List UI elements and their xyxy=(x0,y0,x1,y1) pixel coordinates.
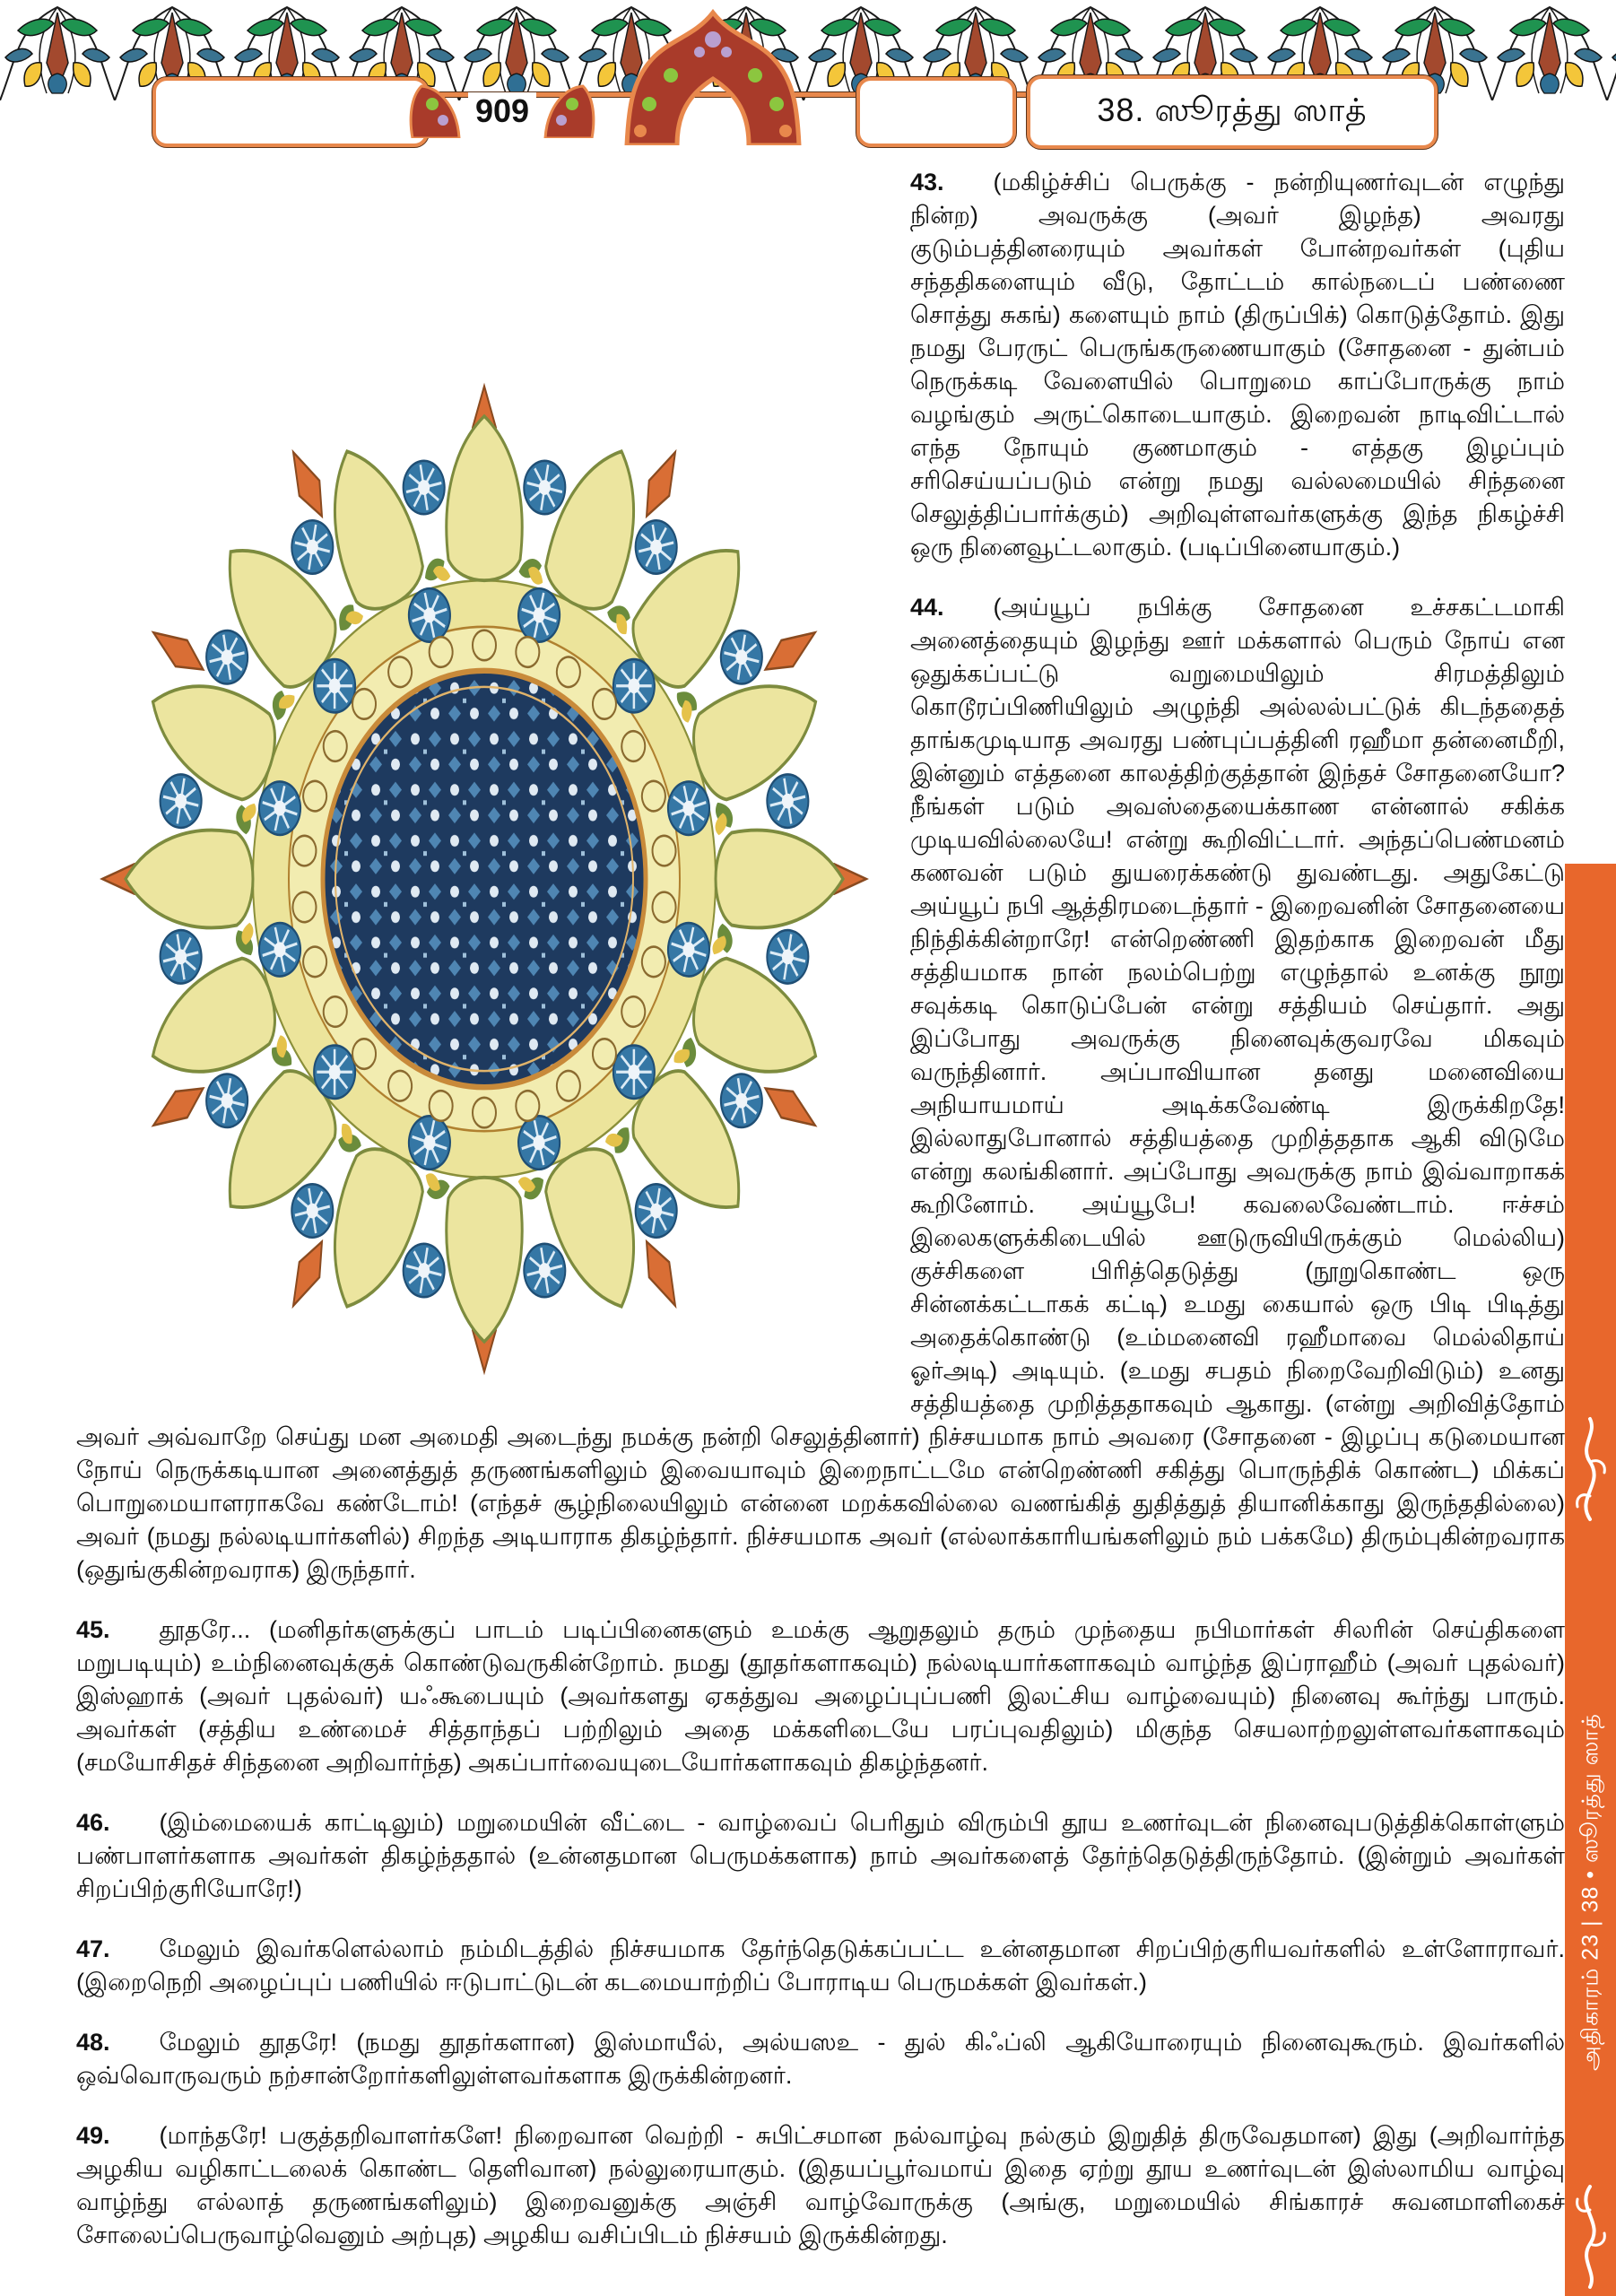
verse-text: தூதரே... (மனிதர்களுக்குப் பாடம் படிப்பினைகளும் உமக்கு ஆறுதலும் தரும் முந்தைய நபிமார்கள் சிலரின் செய்திகளை மறுபடியும்) உம்நினைவுக்குக் கொண்டுவருகின்றோம். நமது (தூதர்களாகவும்) நல்லடியார்களாகவும் வாழ்ந்த இப்ராஹீம் (அவர் புதல்வர்) இஸ்ஹாக் (அவர் புதல்வர்) யஃகூபையும் (அவர்களது ஏகத்துவ அழைப்புப்பணி இலட்சிய வாழ்வையும்) நினைவு கூர்ந்து பாரும். அவர்கள் (சத்திய உண்மைச் சித்தாந்தப் பற்றிலும் அதை மக்களிடையே பரப்புவதிலும்) மிகுந்த செயலாற்றலுள்ளவர்களாகவும் (சமயோசிதச் சிந்தனை அறிவார்ந்த) அகப்பார்வையுடையோர்களாகவும் திகழ்ந்தனர். xyxy=(76,1616,1565,1776)
verse-number: 48. xyxy=(76,2029,110,2056)
chapter-title-cartouche xyxy=(1027,75,1438,149)
page-number-cartouche xyxy=(386,83,619,140)
header-arch-ornament xyxy=(585,9,841,145)
chapter-sidebar-band xyxy=(1565,864,1616,2296)
sidebar-chapter-label: அதிகாரம் 23 | 38 • ஸூரத்து ஸாத் xyxy=(1577,1713,1603,2072)
verse-number: 46. xyxy=(76,1809,110,1836)
verse-number: 45. xyxy=(76,1616,110,1643)
verse-text: (மகிழ்ச்சிப் பெருக்கு - நன்றியுணர்வுடன் எழுந்து நின்ற) அவருக்கு (அவர் இழந்த) அவரது குடும்பத்தினரையும் அவர்கள் போன்றவர்கள் (புதிய சந்ததிகளையும் வீடு, தோட்டம் கால்நடைப் பண்ணை சொத்து சுகங்) களையும் நாம் (திருப்பிக்) கொடுத்தோம். இது நமது பேரருட் பெருங்கருணையாகும் (சோதனை - துன்பம் நெருக்கடி வேளையில் பொறுமை காப்போருக்கு நாம் வழங்கும் அருட்கொடையாகும். இறைவன் நாடிவிட்டால் எந்த நோயும் குணமாகும் - எத்தகு இழப்பும் சரிசெய்யப்படும் என்று நமது வல்லமையில் சிந்தனை செலுத்திப்பார்க்கும்) அறிவுள்ளவர்களுக்கு இந்த நிகழ்ச்சி ஒரு நினைவூட்டலாகும். (படிப்பினையாகும்.) xyxy=(910,169,1565,561)
content-area xyxy=(76,166,1565,2252)
verse-text: மேலும் இவர்களெல்லாம் நம்மிடத்தில் நிச்சயமாக தேர்ந்தெடுக்கப்பட்ட உன்னதமான சிறப்பிற்குரியவர்களில் உள்ளோராவர். (இறைநெறி அழைப்புப் பணியில் ஈடுபாட்டுடன் கடமையாற்றிப் போராடிய பெருமக்கள் இவர்கள்.) xyxy=(76,1935,1565,1996)
verse-paragraph-45 xyxy=(76,1613,1565,1779)
sidebar-flourish-icon xyxy=(1570,1415,1611,1523)
geometric-medallion xyxy=(99,381,870,1377)
verse-paragraph-49 xyxy=(76,2119,1565,2252)
verse-text: (மாந்தரே! பகுத்தறிவாளர்களே! நிறைவான வெற்றி - சுபிட்சமான நல்வாழ்வு நல்கும் இறுதித் திருவேதமான) இது (அறிவார்ந்த அழகிய வழிகாட்டலைக் கொண்ட தெளிவான) நல்லுரையாகும். (இதயப்பூர்வமாய் இதை ஏற்று தூய உணர்வுடன் இஸ்லாமிய வாழ்வு வாழ்ந்து எல்லாத் தருணங்களிலும்) இறைவனுக்கு அஞ்சி வாழ்வோருக்கு (அங்கு, மறுமையில் சிங்காரச் சுவனமாளிகைச் சோலைப்பெருவாழ்வெனும் அற்புத) அழகிய வசிப்பிடம் நிச்சயம் இருக்கின்றது. xyxy=(76,2122,1565,2248)
verse-number: 44. xyxy=(910,594,944,621)
verse-paragraph-47 xyxy=(76,1933,1565,1999)
header-cartouche-mid xyxy=(856,77,1016,147)
verse-number: 47. xyxy=(76,1935,110,1962)
verse-text: (அய்யூப் நபிக்கு சோதனை உச்சகட்டமாகி அனைத்தையும் இழந்து ஊர் மக்களால் பெரும் நோய் என ஒதுக்கப்பட்டு வறுமையிலும் சிரமத்திலும் கொடூரப்பிணியிலும் அழுந்தி அல்லல்பட்டுக் கிடந்ததைத் தாங்கமுடியாத அவரது பண்புப்பத்தினி ரஹீமா தன்னைமீறி, இன்னும் எத்தனை காலத்திற்குத்தான் இந்தச் சோதனையோ? நீங்கள் படும் அவஸ்தையைக்காண என்னால் சகிக்க முடியவில்லையே! என்று கூறிவிட்டார். அந்தப்பெண்மனம் கணவன் படும் துயரைக்கண்டு துவண்டது. அதுகேட்டு அய்யூப் நபி ஆத்திரமடைந்தார் - இறைவனின் சோதனையை நிந்திக்கின்றாரே! என்றெண்ணி இதற்காக இறைவன் மீது சத்தியமாக நான் நலம்பெற்று எழுந்தால் உனக்கு நூறு சவுக்கடி கொடுப்பேன் என்று சத்தியம் செய்தார். அது இப்போது அவருக்கு நினைவுக்குவரவே மிகவும் வருந்தினார். அப்பாவியான தனது மனைவியை அநியாயமாய் அடிக்கவேண்டி இருக்கிறதே! இல்லாதுபோனால் சத்தியத்தை முறித்ததாக ஆகி விடுமே என்று கலங்கினார். அப்போது அவருக்கு நாம் இவ்வாறாகக் கூறினோம். அய்யூபே! கவலைவேண்டாம். ஈச்சம் இலைகளுக்கிடையில் ஊடுருவியிருக்கும் மெல்லிய) குச்சிகளை பிரித்தெடுத்து (நூறுகொண்ட ஒரு சின்னக்கட்டாகக் கட்டி) உமது கையால் ஒரு பிடி பிடித்து அதைக்கொண்டு (உம்மனைவி ரஹீமாவை மெல்லிதாய் ஓர்அடி) அடியும். (உமது சபதம் நிறைவேறிவிடும்) உனது சத்தியத்தை முறித்ததாகவும் ஆகாது. (என்று அறிவித்தோம் அவர் அவ்வாறே செய்து மன அமைதி அடைந்து நமக்கு நன்றி செலுத்தினார்) நிச்சயமாக நாம் அவரை (சோதனை - இழப்பு கடுமையான நோய் நெருக்கடியான அனைத்துத் தருணங்களிலும் இவையாவும் இறைநாட்டமே என்றெண்ணி சகித்து பொருந்திக் கொண்ட) மிக்கப் பொறுமையாளராகவே கண்டோம்! (எந்தச் சூழ்நிலையிலும் என்னை மறக்கவில்லை வணங்கித் துதித்துத் தியானிக்காது இருந்ததில்லை) அவர் (நமது நல்லடியார்களில்) சிறந்த அடியாராக திகழ்ந்தார். நிச்சயமாக அவர் (எல்லாக்காரியங்களிலும் நம் பக்கமே) திரும்புகின்றவராக (ஒதுங்குகின்றவராக) இருந்தார். xyxy=(76,594,1566,1583)
verse-paragraph-46 xyxy=(76,1806,1565,1906)
page-number: 909 xyxy=(468,92,536,130)
chapter-title: 38. ஸூரத்து ஸாத் xyxy=(1097,91,1368,128)
medallion-container xyxy=(76,166,910,1396)
sidebar-flourish-icon xyxy=(1570,2183,1611,2291)
verse-paragraph-48 xyxy=(76,2026,1565,2092)
verse-number: 49. xyxy=(76,2122,110,2149)
verse-text: (இம்மையைக் காட்டிலும்) மறுமையின் வீட்டை - வாழ்வைப் பெரிதும் விரும்பி தூய உணர்வுடன் நினைவுபடுத்திக்கொள்ளும் பண்பாளர்களாக அவர்கள் திகழ்ந்ததால் (உன்னதமான பெருமக்களாக) நாம் அவர்களைத் தேர்ந்தெடுத்திருந்தோம். (இன்றும் அவர்கள் சிறப்பிற்குரியோரே!) xyxy=(76,1809,1566,1902)
verse-number: 43. xyxy=(910,169,944,196)
verse-text: மேலும் தூதரே! (நமது தூதர்களான) இஸ்மாயீல், அல்யஸஉ - துல் கிஃப்லி ஆகியோரையும் நினைவுகூரும். இவர்களில் ஒவ்வொருவரும் நற்சான்றோர்களிலுள்ளவர்களாக இருக்கின்றனர். xyxy=(76,2029,1565,2089)
page-number-ornament-left xyxy=(405,84,463,138)
